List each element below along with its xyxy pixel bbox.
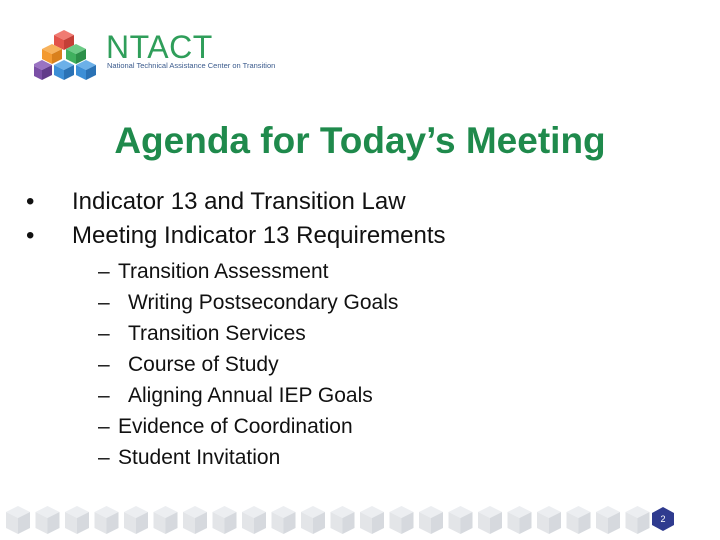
bullet-dot-icon: •: [26, 188, 35, 215]
sub-item: [98, 380, 658, 411]
footer-cube-icon: [242, 506, 266, 534]
footer-cube-icon: [567, 506, 591, 534]
dash-icon: –: [98, 353, 110, 376]
bullet-text: Meeting Indicator 13 Requirements: [72, 222, 446, 249]
ntact-logo: [34, 26, 294, 82]
footer-cube-icon: [508, 506, 532, 534]
dash-icon: –: [98, 415, 110, 438]
footer-cube-pattern: [0, 498, 720, 540]
dash-icon: –: [98, 446, 110, 469]
dash-icon: –: [98, 291, 110, 314]
footer-cube-icon: [537, 506, 561, 534]
footer-cube-icon: [360, 506, 384, 534]
bullet-item: [26, 185, 706, 219]
footer-cube-icon: [331, 506, 355, 534]
footer-cube-icon: [449, 506, 473, 534]
sub-item: [98, 442, 658, 473]
sub-item-text: Student Invitation: [118, 446, 281, 469]
sub-item-text: Writing Postsecondary Goals: [128, 291, 399, 314]
sub-item: [98, 411, 658, 442]
sub-item-text: Aligning Annual IEP Goals: [128, 384, 373, 407]
slide-title: Agenda for Today’s Meeting: [114, 120, 606, 161]
cube-cluster-icon: [34, 26, 102, 82]
footer-cube-icon: [154, 506, 178, 534]
logo-wordmark: NTACT: [106, 29, 213, 65]
footer-cube-icon: [419, 506, 443, 534]
footer-cube-icon: [478, 506, 502, 534]
cube-bottom-left-purple-icon: [34, 60, 52, 80]
footer-cube-icon: [183, 506, 207, 534]
sub-item: [98, 256, 658, 287]
footer-cube-icon: [95, 506, 119, 534]
sub-item-text: Transition Services: [128, 322, 306, 345]
dash-icon: –: [98, 384, 110, 407]
footer-cube-icon: [213, 506, 237, 534]
bullet-list: [26, 185, 706, 253]
footer-cube-icon: [626, 506, 650, 534]
sub-item-text: Evidence of Coordination: [118, 415, 353, 438]
logo-subtitle: National Technical Assistance Center on Transition: [107, 61, 276, 70]
sub-item: [98, 349, 658, 380]
footer-cube-icon: [6, 506, 30, 534]
sub-item-list: [98, 256, 658, 473]
footer-cube-icon: [36, 506, 60, 534]
footer-cube-icon: [272, 506, 296, 534]
bullet-text: Indicator 13 and Transition Law: [72, 188, 406, 215]
dash-icon: –: [98, 260, 110, 283]
footer-cube-icon: [65, 506, 89, 534]
footer-cube-icon: [301, 506, 325, 534]
cube-bottom-right-blue-icon: [76, 60, 96, 80]
bullet-item: [26, 219, 706, 253]
footer-cube-icon: [124, 506, 148, 534]
page-number: 2: [660, 514, 666, 524]
sub-item-text: Course of Study: [128, 353, 279, 376]
bullet-dot-icon: •: [26, 222, 35, 249]
cube-bottom-mid-blue-icon: [54, 60, 74, 80]
sub-item: [98, 318, 658, 349]
footer-cube-icon: [390, 506, 414, 534]
dash-icon: –: [98, 322, 110, 345]
sub-item: [98, 287, 658, 318]
footer-cube-icon: [596, 506, 620, 534]
sub-item-text: Transition Assessment: [118, 260, 329, 283]
